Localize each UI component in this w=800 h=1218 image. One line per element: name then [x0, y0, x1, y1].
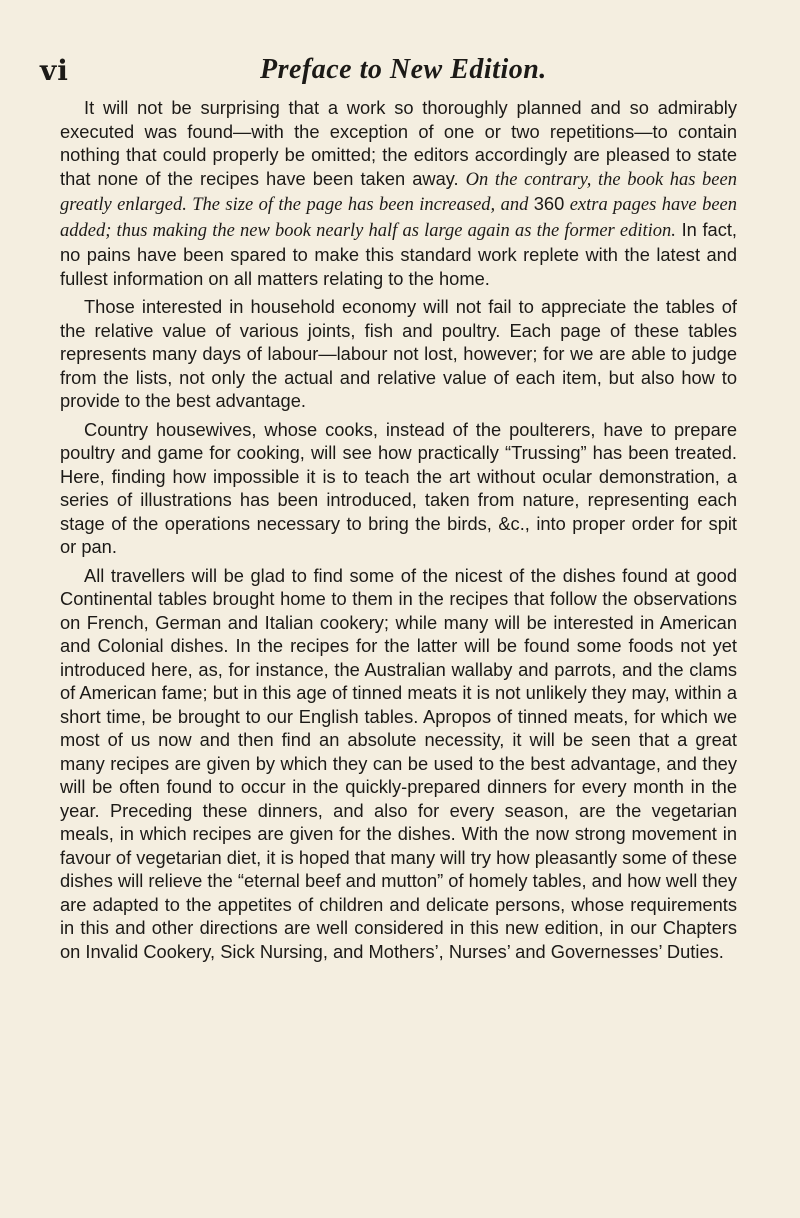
- paragraph-1-closing: In fact, no pains have been spared to make this standard work replete with the latest and fullest information on all matters relating to the home.: [60, 218, 737, 289]
- paragraph-1-italic-b: extra pages have been added; thus making the new book nearly half as large again as the former edition.: [60, 195, 737, 241]
- paragraph-2: Those interested in household economy will not fail to appreciate the tables of the relative value of various joints, fish and poultry. Each page of these tables represents many days of labour—labour not lost, however; for we are able to judge from the lists, not only the actual and relative value of each item, but also how to provide to the best advantage.: [60, 296, 737, 411]
- running-title: Preface to New Edition.: [260, 54, 547, 85]
- paragraph-1: [60, 96, 737, 290]
- paragraph-4: All travellers will be glad to find some of the nicest of the dishes found at good Continental tables brought home to them in the recipes that follow the observations on French, German and Italian cookery; while many will be interested in American and Colonial dishes. In the recipes for the latter will be found some foods not yet introduced here, as, for instance, the Australian wallaby and parrots, and the clams of American fame; but in this age of tinned meats it is not unlikely they may, within a short time, be brought to our English tables. Apropos of tinned meats, for which we most of us now and then find an absolute necessity, it will be seen that a great many recipes are given by which they can be used to the best advantage, and they will be often found to occur in the quickly-prepared dinners for every month in the year. Preceding these dinners, and also for every season, are the vegetarian meals, in which recipes are given for the dishes. With the now strong movement in favour of vegetarian diet, it is hoped that many will try how pleasantly some of these dishes will relieve the “eternal beef and mutton” of homely tables, and how well they are adapted to the appetites of children and delicate persons, whose requirements in this and other directions are well considered in this new edition, in our Chapters on Invalid Cookery, Sick Nursing, and Mothers’, Nurses’ and Governesses’ Duties.: [60, 564, 737, 962]
- extra-pages-count: 360: [533, 193, 565, 214]
- page-number: vi: [40, 54, 69, 87]
- body-text: [60, 96, 737, 968]
- paragraph-1-intro: It will not be surprising that a work so thoroughly planned and so admirably executed was found—with the exception of one or two repetitions—to contain nothing that could properly be omitted; the editors accordingly are pleased to state that none of the recipes have been taken away.: [60, 97, 737, 189]
- paragraph-1-italic-a: On the contrary, the book has been greatly enlarged. The size of the page has been increased, and: [60, 169, 737, 215]
- running-header: [40, 54, 760, 94]
- paragraph-3: Country housewives, whose cooks, instead of the poulterers, have to prepare poultry and game for cooking, will see how practically “Trussing” has been treated. Here, finding how impossible it is to teach the art without ocular demonstration, a series of illustrations has been introduced, taken from nature, representing each stage of the operations necessary to bring the birds, &c., into proper order for spit or pan.: [60, 418, 737, 557]
